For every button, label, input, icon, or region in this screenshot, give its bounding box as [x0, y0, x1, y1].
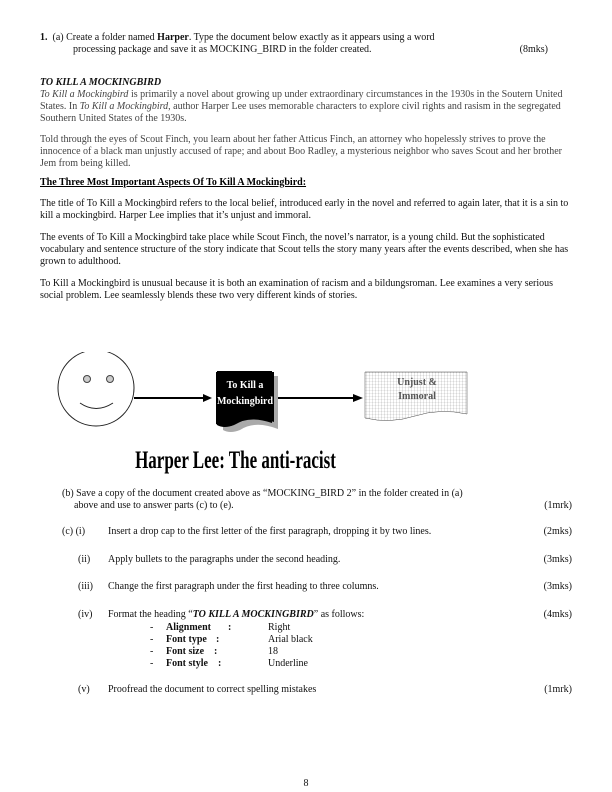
- format-item: - Font style : Underline: [150, 658, 308, 669]
- item-text: Insert a drop cap to the first letter of the first paragraph, dropping it by two lines.: [108, 526, 432, 537]
- format-label: Font type: [166, 634, 207, 645]
- arrow-1: [134, 394, 212, 402]
- dash: -: [150, 658, 154, 669]
- marks: (2mks): [543, 526, 572, 537]
- question-1-part-a: [40, 32, 572, 56]
- item-text: Proofread the document to correct spelling mistakes: [108, 684, 317, 695]
- dash: -: [150, 622, 154, 633]
- instruction-text: (a) Create a folder named: [52, 32, 158, 43]
- part-b-text: above and use to answer parts (c) to (e).: [74, 500, 234, 511]
- page-number: 8: [303, 778, 309, 789]
- paragraph-3: The title of To Kill a Mockingbird refers to the local belief, introduced early in the novel and referred to again later, that it is a sin to kill a mockingbird. Harper Lee implies that it’s unjust and immoral.: [40, 198, 569, 221]
- text: , author Harper Lee uses memorable characters to explore civil rights and rasism in the segregated Southern United States of the 1930s.: [40, 101, 561, 124]
- item-label: (ii): [78, 554, 91, 565]
- format-value: Arial black: [268, 634, 313, 645]
- part-c-ii: [78, 554, 572, 566]
- format-label: Alignment: [166, 622, 211, 633]
- part-c-iv: [78, 609, 572, 621]
- diagram: [40, 352, 572, 482]
- smiley-face-icon: [58, 352, 134, 426]
- wordart-caption: Harper Lee: The anti-racist: [135, 446, 336, 475]
- item-text: ” as follows:: [313, 609, 365, 620]
- arrow-2: [278, 394, 363, 402]
- marks: (3mks): [543, 554, 572, 565]
- italic-title: To Kill a Mockingbird: [40, 89, 129, 100]
- part-c-i: [62, 526, 572, 538]
- instruction-text: processing package and save it as MOCKING_BIRD in the folder created.: [73, 44, 372, 55]
- paragraph-1: [40, 89, 572, 125]
- part-c-iii: [78, 581, 572, 593]
- second-heading: The Three Most Important Aspects Of To Kill A Mockingbird:: [40, 177, 307, 188]
- item-label: (c) (i): [62, 526, 86, 537]
- format-label: Font style: [166, 658, 208, 669]
- item-text: Format the heading “: [108, 609, 193, 620]
- dash: -: [150, 634, 154, 645]
- marks: (4mks): [543, 609, 572, 620]
- paragraph-4: The events of To Kill a Mockingbird take place while Scout Finch, the novel’s narrator, is a young child. But the sophisticated vocabulary and sentence structure of the story indicate that Scout tells the story many years after the events described, when she has grown to adulthood.: [40, 232, 569, 267]
- text: is primarily a novel about growing up under extraordinary circumstances in the 1930s in the Soutern United States. In: [40, 89, 563, 112]
- marks: (8mks): [519, 44, 548, 55]
- item-text: Apply bullets to the paragraphs under the second heading.: [108, 554, 341, 565]
- italic-title: To Kill a Mockingbird: [79, 101, 169, 112]
- marks: (1mrk): [544, 500, 572, 511]
- document-shape-box: [216, 371, 278, 432]
- format-value: Underline: [268, 658, 308, 669]
- document-title: TO KILL A MOCKINGBIRD: [40, 77, 162, 88]
- document-body: [40, 77, 572, 302]
- format-list: [150, 622, 450, 670]
- dash: -: [150, 646, 154, 657]
- instruction-text: . Type the document below exactly as it appears using a word: [188, 32, 435, 43]
- format-value: 18: [268, 646, 278, 657]
- format-value: Right: [268, 622, 291, 633]
- part-b: [40, 488, 572, 512]
- part-b-text: (b) Save a copy of the document created above as “MOCKING_BIRD 2” in the folder created in (a): [62, 488, 463, 499]
- item-label: (iv): [78, 609, 93, 620]
- paragraph-5: To Kill a Mockingbird is unusual because it is both an examination of racism and a bildungsroman. Lee examines a very serious social problem. Lee seamlessly blends these two very different kinds of stories.: [40, 278, 554, 301]
- format-item: - Alignment : Right: [150, 622, 291, 633]
- item-label: (iii): [78, 581, 93, 592]
- paragraph-2: Told through the eyes of Scout Finch, you learn about her father Atticus Finch, an attorney who hopelessly strives to prove the innocence of a black man unjustly accused of rape; and about Boo Radley, a mysterious neighbor who saves Scout and her brother Jem from being killed.: [40, 134, 562, 169]
- question-number: 1.: [40, 32, 48, 43]
- document-shape-grid: [365, 372, 467, 421]
- heading-reference: TO KILL A MOCKINGBIRD: [192, 609, 314, 620]
- part-c-v: [78, 684, 572, 696]
- format-item: - Font type : Arial black: [150, 634, 313, 645]
- box-label-line2: Immoral: [398, 391, 436, 402]
- item-text: Change the first paragraph under the first heading to three columns.: [108, 581, 379, 592]
- item-label: (v): [78, 684, 90, 695]
- marks: (3mks): [543, 581, 572, 592]
- box-label-line1: Unjust &: [397, 377, 437, 388]
- format-label: Font size: [166, 646, 205, 657]
- folder-name: Harper: [157, 32, 189, 43]
- box-label-line2: Mockingbird: [216, 396, 274, 407]
- box-label-line1: To Kill a: [226, 380, 264, 391]
- format-item: - Font size : 18: [150, 646, 278, 657]
- marks: (1mrk): [544, 684, 572, 695]
